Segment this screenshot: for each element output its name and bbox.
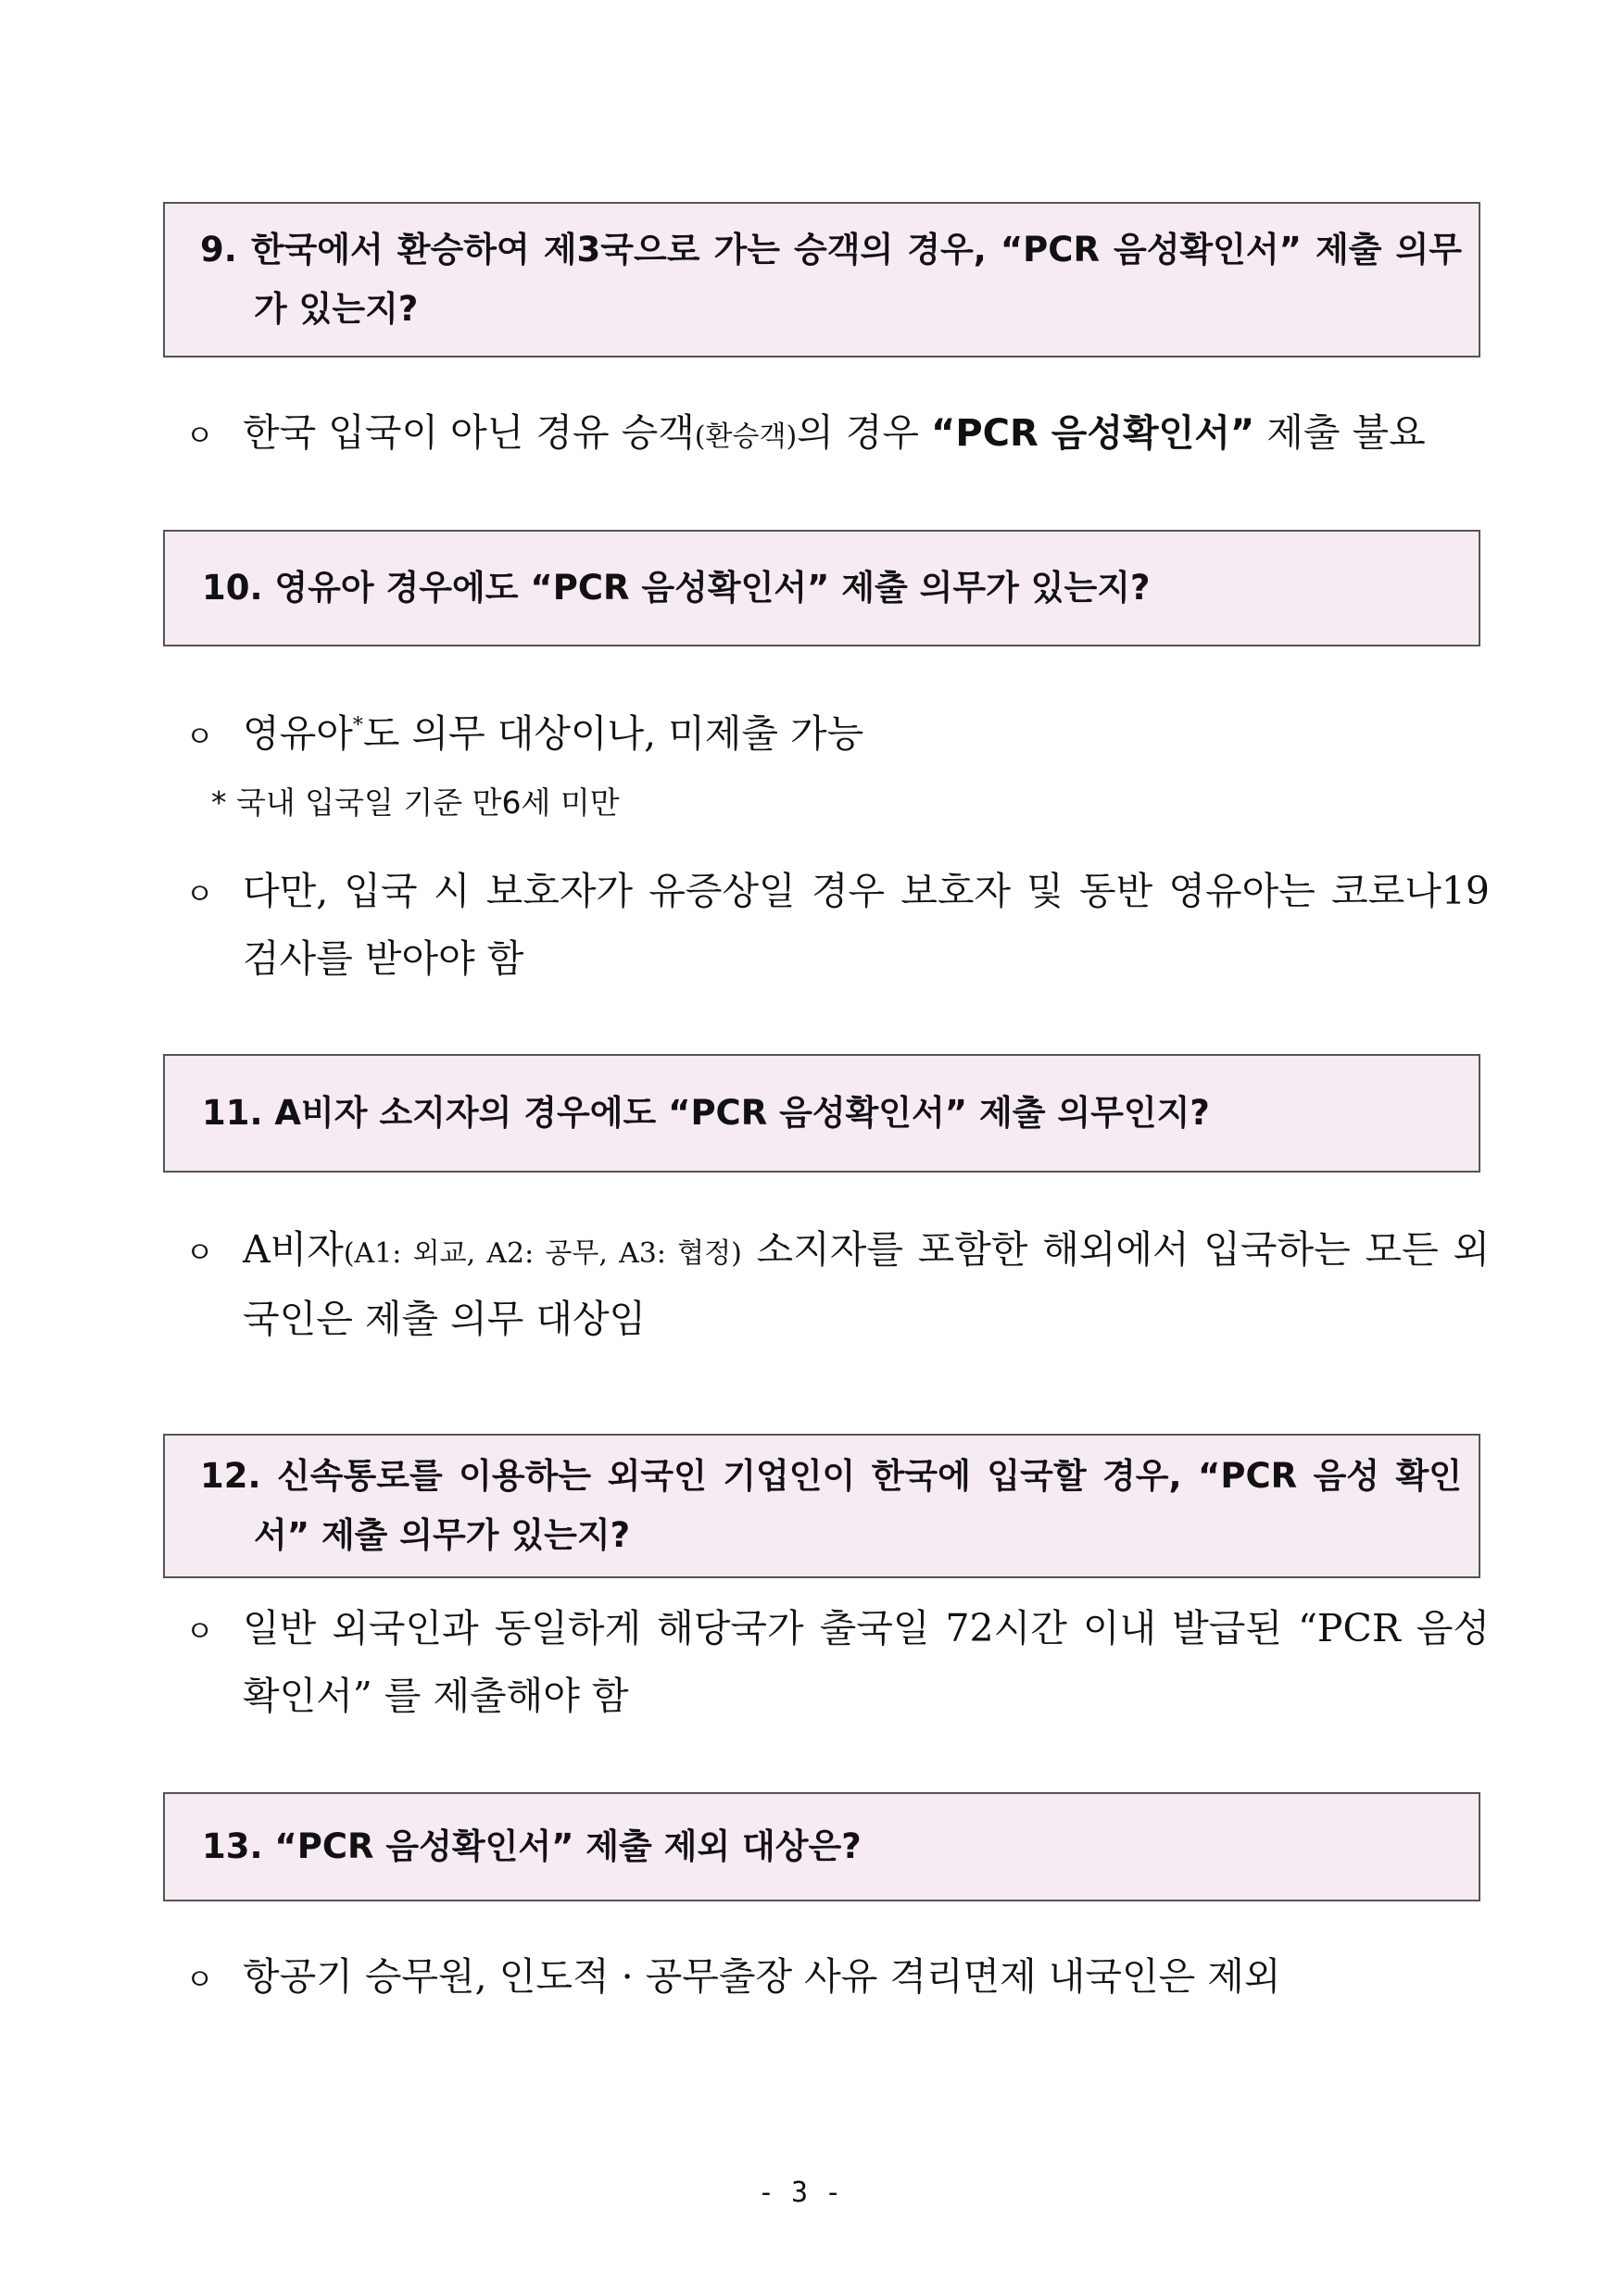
footnote-mark: * bbox=[352, 714, 363, 737]
answer-11-pre: A비자 bbox=[243, 1227, 344, 1272]
question-12-title: 12. 신속통로를 이용하는 외국인 기업인이 한국에 입국할 경우, “PCR 음성 확인서” 제출 의무가 있는지? bbox=[200, 1456, 1462, 1555]
question-13-title: 13. “PCR 음성확인서” 제출 제외 대상은? bbox=[202, 1826, 862, 1866]
answer-9-paren: (환승객) bbox=[694, 420, 798, 453]
question-9-title: 9. 한국에서 환승하여 제3국으로 가는 승객의 경우, “PCR 음성확인서” 제출 의무가 있는지? bbox=[200, 230, 1462, 329]
question-13-box bbox=[163, 1792, 1480, 1901]
answer-10-1-post: 도 의무 대상이나, 미제출 가능 bbox=[362, 711, 864, 756]
answer-10-1-pre: 영유아 bbox=[243, 711, 353, 756]
answer-10-note: * 국내 입국일 기준 만6세 미만 bbox=[211, 784, 620, 821]
answer-11-paren: (A1: 외교, A2: 공무, A3: 협정) bbox=[343, 1237, 742, 1270]
bullet-icon: ㅇ bbox=[185, 1235, 214, 1270]
answer-10-2-text: 다만, 입국 시 보호자가 유증상일 경우 보호자 및 동반 영유아는 코로나19 검사를 받아야 함 bbox=[243, 869, 1490, 981]
answer-13-text: 항공기 승무원, 인도적 · 공무출장 사유 격리면제 내국인은 제외 bbox=[243, 1954, 1281, 1999]
answer-9-bold: “PCR 음성확인서” bbox=[931, 412, 1255, 455]
answer-9-text-pre: 한국 입국이 아닌 경유 승객 bbox=[243, 410, 695, 455]
answer-11-post: 소지자를 포함한 해외에서 입국하는 모든 외국인은 제출 의무 대상임 bbox=[243, 1227, 1490, 1341]
question-10-box bbox=[163, 530, 1480, 646]
question-11-title: 11. A비자 소지자의 경우에도 “PCR 음성확인서” 제출 의무인지? bbox=[202, 1093, 1210, 1133]
page-number: - 3 - bbox=[757, 2177, 842, 2209]
answer-12-text: 일반 외국인과 동일하게 해당국가 출국일 72시간 이내 발급된 “PCR 음성확인서” 를 제출해야 함 bbox=[243, 1606, 1490, 1718]
answer-9 bbox=[185, 400, 1490, 470]
answer-11 bbox=[185, 1217, 1490, 1351]
answer-9-text-mid: 의 경우 bbox=[797, 410, 932, 455]
answer-10-2 bbox=[185, 859, 1490, 991]
answer-13 bbox=[185, 1944, 1490, 2012]
bullet-icon: ㅇ bbox=[185, 719, 214, 754]
answer-10-1 bbox=[185, 694, 1490, 769]
question-12-box bbox=[163, 1434, 1480, 1578]
question-10-title: 10. 영유아 경우에도 “PCR 음성확인서” 제출 의무가 있는지? bbox=[202, 568, 1151, 608]
bullet-icon: ㅇ bbox=[185, 1962, 214, 1997]
question-9-box bbox=[163, 202, 1480, 358]
bullet-icon: ㅇ bbox=[185, 1613, 214, 1649]
answer-9-text-post: 제출 불요 bbox=[1254, 410, 1426, 455]
answer-12 bbox=[185, 1596, 1490, 1728]
question-11-box bbox=[163, 1054, 1480, 1173]
bullet-icon: ㅇ bbox=[185, 418, 214, 453]
bullet-icon: ㅇ bbox=[185, 876, 214, 911]
